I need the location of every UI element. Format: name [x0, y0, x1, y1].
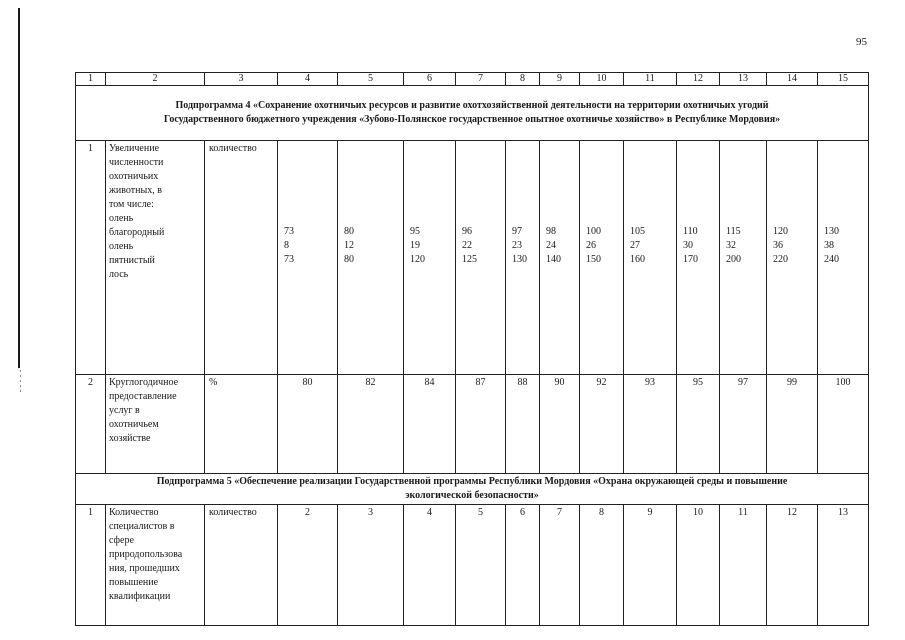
value: 120 [410, 254, 425, 265]
value: 26 [586, 240, 596, 251]
name-line: лось [109, 269, 129, 280]
row-number: 2 [76, 375, 106, 474]
value-cell: 92 [580, 375, 624, 474]
value: 115 [726, 226, 741, 237]
table-row [76, 505, 869, 626]
value-cell: 10 [677, 505, 720, 626]
value: 97 [512, 226, 522, 237]
name-line: охотничьем [109, 419, 159, 430]
value-cell [677, 141, 720, 375]
value-cell [818, 141, 869, 375]
value: 80 [344, 226, 354, 237]
value-cell: 100 [818, 375, 869, 474]
header-cell: 7 [456, 73, 506, 86]
value-cell: 9 [624, 505, 677, 626]
value: 27 [630, 240, 640, 251]
unit-cell: количество [205, 505, 278, 626]
value-cell [720, 141, 767, 375]
value-cell: 2 [278, 505, 338, 626]
name-line: олень [109, 241, 134, 252]
value: 200 [726, 254, 741, 265]
header-cell: 15 [818, 73, 869, 86]
scan-edge-line [18, 8, 20, 368]
name-line: услуг в [109, 405, 140, 416]
value: 73 [284, 226, 294, 237]
value: 105 [630, 226, 645, 237]
value-cell [506, 141, 540, 375]
name-line: сфере [109, 535, 134, 546]
header-cell: 14 [767, 73, 818, 86]
value: 36 [773, 240, 783, 251]
unit-cell: количество [205, 141, 278, 375]
name-line: хозяйстве [109, 433, 151, 444]
name-line: Увеличение [109, 143, 160, 154]
header-cell: 8 [506, 73, 540, 86]
subprogram-5-line2: экологической безопасности» [405, 490, 539, 501]
value: 80 [344, 254, 354, 265]
value-cell: 3 [338, 505, 404, 626]
header-cell: 3 [205, 73, 278, 86]
value-cell [404, 141, 456, 375]
name-line: квалификации [109, 591, 171, 602]
header-cell: 2 [106, 73, 205, 86]
subprogram-4-line2: Государственного бюджетного учреждения «Зубово-Полянское государственное опытное охотничье хозяйство» в Республике Мордовия» [163, 114, 781, 125]
header-cell: 1 [76, 73, 106, 86]
name-line: ния, прошедших [109, 563, 180, 574]
value: 100 [586, 226, 601, 237]
subprogram-4-row [76, 86, 869, 141]
name-line: пятнистый [109, 255, 155, 266]
value: 22 [462, 240, 472, 251]
table-row [76, 141, 869, 375]
value-cell: 95 [677, 375, 720, 474]
row-number: 1 [76, 141, 106, 375]
value-cell [278, 141, 338, 375]
header-cell: 6 [404, 73, 456, 86]
value: 73 [284, 254, 294, 265]
unit-cell: % [205, 375, 278, 474]
value-cell: 80 [278, 375, 338, 474]
name-line: Количество [109, 507, 159, 518]
value: 23 [512, 240, 522, 251]
value: 8 [284, 240, 289, 251]
header-cell: 12 [677, 73, 720, 86]
indicators-table [75, 72, 869, 626]
subprogram-4-title [76, 86, 869, 141]
header-row [76, 73, 869, 86]
value: 220 [773, 254, 788, 265]
value-cell: 5 [456, 505, 506, 626]
value-cell: 12 [767, 505, 818, 626]
value: 160 [630, 254, 645, 265]
value: 130 [512, 254, 527, 265]
name-line: животных, в [109, 185, 162, 196]
value-cell: 93 [624, 375, 677, 474]
value-cell: 84 [404, 375, 456, 474]
name-line: том числе: [109, 199, 154, 210]
value: 140 [546, 254, 561, 265]
value-cell [338, 141, 404, 375]
name-line: Круглогодичное [109, 377, 179, 388]
name-line: предоставление [109, 391, 177, 402]
value-cell: 11 [720, 505, 767, 626]
subprogram-4-line1: Подпрограмма 4 «Сохранение охотничьих ресурсов и развитие охотхозяйственной деятельности на территории охотничьих угодий [175, 100, 769, 111]
value: 125 [462, 254, 477, 265]
value-cell: 82 [338, 375, 404, 474]
value-cell: 8 [580, 505, 624, 626]
value-cell [580, 141, 624, 375]
name-line: специалистов в [109, 521, 175, 532]
value-cell [624, 141, 677, 375]
value-cell: 4 [404, 505, 456, 626]
name-line: природопользова [109, 549, 183, 560]
table-row [76, 375, 869, 474]
header-cell: 9 [540, 73, 580, 86]
name-line: олень [109, 213, 134, 224]
value-cell [456, 141, 506, 375]
name-line: охотничьих [109, 171, 159, 182]
value-cell [767, 141, 818, 375]
scan-edge-dots [20, 370, 21, 395]
value-cell [540, 141, 580, 375]
value: 38 [824, 240, 834, 251]
header-cell: 4 [278, 73, 338, 86]
subprogram-5-line1: Подпрограмма 5 «Обеспечение реализации Государственной программы Республики Мордовия «Охрана окружающей среды и повышение [156, 476, 788, 487]
value: 130 [824, 226, 839, 237]
value: 150 [586, 254, 601, 265]
header-cell: 5 [338, 73, 404, 86]
value-cell: 97 [720, 375, 767, 474]
header-cell: 10 [580, 73, 624, 86]
value: 120 [773, 226, 788, 237]
value: 170 [683, 254, 698, 265]
value: 110 [683, 226, 698, 237]
value: 96 [462, 226, 472, 237]
header-cell: 11 [624, 73, 677, 86]
value-cell: 6 [506, 505, 540, 626]
value: 240 [824, 254, 839, 265]
name-line: повышение [109, 577, 159, 588]
value: 98 [546, 226, 556, 237]
row-number: 1 [76, 505, 106, 626]
indicator-name [106, 375, 205, 474]
subprogram-5-row [76, 474, 869, 505]
value-cell: 88 [506, 375, 540, 474]
value-cell: 13 [818, 505, 869, 626]
indicator-name [106, 141, 205, 375]
name-line: численности [109, 157, 164, 168]
header-cell: 13 [720, 73, 767, 86]
value: 19 [410, 240, 420, 251]
name-line: благородный [109, 227, 165, 238]
value: 30 [683, 240, 693, 251]
value: 24 [546, 240, 556, 251]
value: 95 [410, 226, 420, 237]
value-cell: 87 [456, 375, 506, 474]
value: 12 [344, 240, 354, 251]
indicator-name [106, 505, 205, 626]
value-cell: 99 [767, 375, 818, 474]
value: 32 [726, 240, 736, 251]
page-number: 95 [856, 36, 867, 48]
value-cell: 7 [540, 505, 580, 626]
subprogram-5-title [76, 474, 869, 505]
value-cell: 90 [540, 375, 580, 474]
